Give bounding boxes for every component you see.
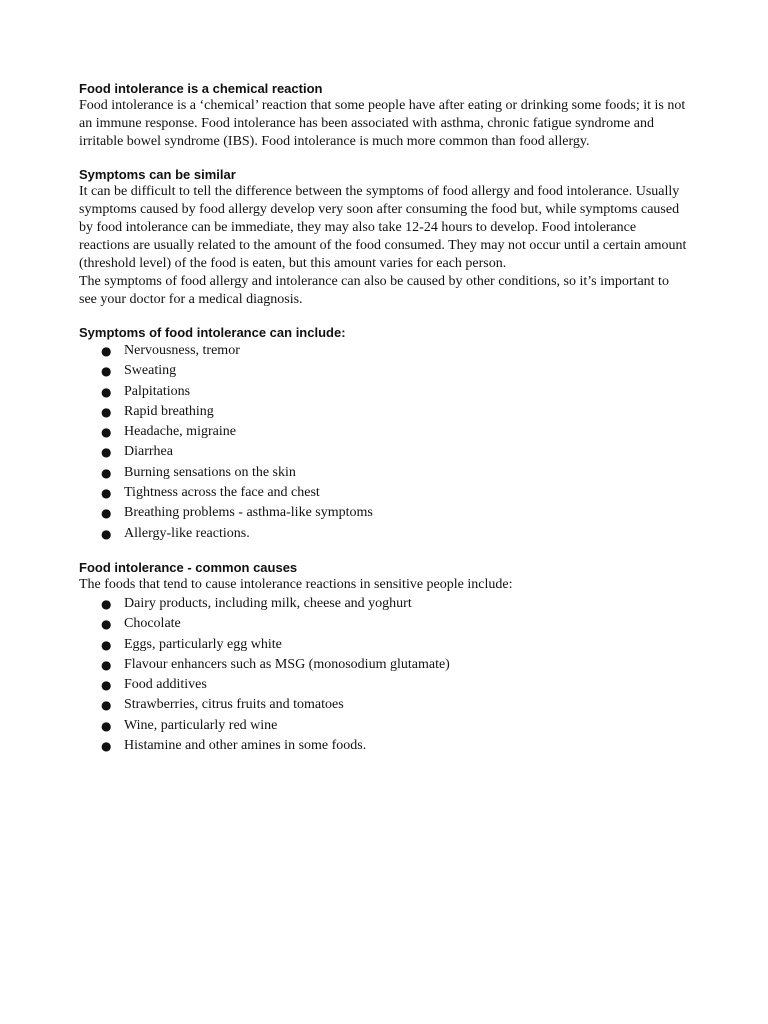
list-item-text: Tightness across the face and chest bbox=[124, 485, 320, 501]
bullet-icon: ● bbox=[101, 657, 112, 672]
list-item-text: Histamine and other amines in some foods. bbox=[124, 738, 367, 754]
list-item-text: Rapid breathing bbox=[124, 403, 214, 419]
list-item bbox=[79, 675, 689, 695]
symptoms-bullet-list bbox=[79, 341, 689, 544]
list-item-text: Wine, particularly red wine bbox=[124, 717, 278, 733]
bullet-icon: ● bbox=[101, 384, 112, 399]
list-item-text: Dairy products, including milk, cheese and yoghurt bbox=[124, 595, 412, 611]
section-paragraph: The symptoms of food allergy and intolerance can also be caused by other conditions, so it’s important to see your doctor for a medical diagnosis. bbox=[79, 274, 669, 307]
list-item-text: Headache, migraine bbox=[124, 424, 236, 440]
bullet-icon: ● bbox=[101, 718, 112, 733]
list-item bbox=[79, 483, 689, 503]
section-heading: Food intolerance is a chemical reaction bbox=[79, 81, 323, 96]
bullet-icon: ● bbox=[101, 698, 112, 713]
section-paragraph: Food intolerance is a ‘chemical’ reaction that some people have after eating or drinking some foods; it is not an immune response. Food intolerance has been associated with asthma, chronic fatigue syndrome and irritable bowel syndrome (IBS). Food intolerance is much more common than food allergy. bbox=[79, 98, 686, 149]
bullet-icon: ● bbox=[101, 506, 112, 521]
list-item bbox=[79, 503, 689, 523]
list-item-text: Sweating bbox=[124, 363, 177, 379]
bullet-icon: ● bbox=[101, 404, 112, 419]
list-item bbox=[79, 635, 689, 655]
list-item bbox=[79, 716, 689, 736]
section-paragraph: It can be difficult to tell the difference between the symptoms of food allergy and food intolerance. Usually symptoms caused by food allergy develop very soon after consuming the food but, while symptoms caused by food intolerance can be immediate, they may also take 12-24 hours to develop. Food intolerance reactions are usually related to the amount of the food consumed. They may not occur until a certain amount (threshold level) of the food is eaten, but this amount varies for each person. bbox=[79, 184, 687, 271]
list-item-text: Palpitations bbox=[124, 383, 191, 399]
bullet-icon: ● bbox=[101, 526, 112, 541]
list-item bbox=[79, 361, 689, 381]
bullet-icon: ● bbox=[101, 596, 112, 611]
list-item-text: Allergy-like reactions. bbox=[124, 525, 250, 541]
list-item bbox=[79, 594, 689, 614]
list-item-text: Burning sensations on the skin bbox=[124, 464, 296, 480]
document-page bbox=[79, 80, 689, 771]
list-item-text: Flavour enhancers such as MSG (monosodium glutamate) bbox=[124, 656, 450, 672]
list-item-text: Nervousness, tremor bbox=[124, 343, 240, 358]
list-item bbox=[79, 524, 689, 544]
section-paragraph: The foods that tend to cause intolerance reactions in sensitive people include: bbox=[79, 576, 513, 592]
section-heading: Symptoms of food intolerance can include: bbox=[79, 325, 346, 340]
list-item bbox=[79, 736, 689, 756]
section-heading: Symptoms can be similar bbox=[79, 167, 236, 182]
list-item bbox=[79, 382, 689, 402]
section-symptoms-list bbox=[79, 324, 689, 544]
list-item-text: Eggs, particularly egg white bbox=[124, 636, 282, 652]
list-item bbox=[79, 655, 689, 675]
list-item-text: Diarrhea bbox=[124, 444, 173, 460]
bullet-icon: ● bbox=[101, 465, 112, 480]
bullet-icon: ● bbox=[101, 637, 112, 652]
list-item bbox=[79, 614, 689, 634]
bullet-icon: ● bbox=[101, 739, 112, 754]
bullet-icon: ● bbox=[101, 486, 112, 501]
bullet-icon: ● bbox=[101, 425, 112, 440]
list-item bbox=[79, 341, 689, 361]
list-item bbox=[79, 402, 689, 422]
list-item-text: Chocolate bbox=[124, 616, 181, 632]
bullet-icon: ● bbox=[101, 344, 112, 358]
list-item-text: Breathing problems - asthma-like symptoms bbox=[124, 505, 373, 521]
bullet-icon: ● bbox=[101, 445, 112, 460]
section-symptoms-similar bbox=[79, 166, 689, 309]
list-item bbox=[79, 463, 689, 483]
causes-bullet-list bbox=[79, 594, 689, 756]
list-item-text: Strawberries, citrus fruits and tomatoes bbox=[124, 697, 344, 713]
section-chemical-reaction bbox=[79, 80, 689, 151]
list-item bbox=[79, 442, 689, 462]
bullet-icon: ● bbox=[101, 364, 112, 379]
bullet-icon: ● bbox=[101, 678, 112, 693]
list-item-text: Food additives bbox=[124, 677, 207, 693]
section-heading: Food intolerance - common causes bbox=[79, 559, 298, 575]
list-item bbox=[79, 422, 689, 442]
section-common-causes bbox=[79, 559, 689, 756]
list-item bbox=[79, 695, 689, 715]
bullet-icon: ● bbox=[101, 617, 112, 632]
